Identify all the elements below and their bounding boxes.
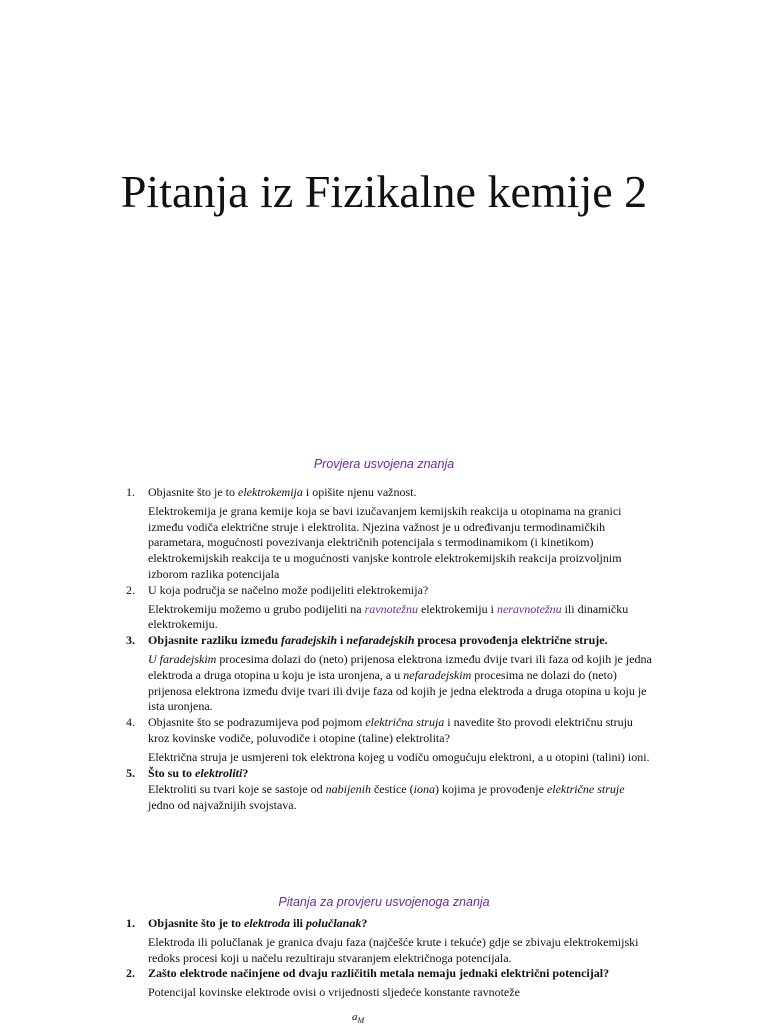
question-text: Zašto elektrode načinjene od dvaju različitih metala nemaju jednaki električni potencijal?: [148, 966, 610, 981]
question-item: [122, 766, 652, 814]
question-item: [122, 715, 652, 765]
answer-text: Električna struja je usmjereni tok elektrona kojeg u vodiču omogućuju elektroni, a u otopini (talini) ioni.: [148, 749, 650, 764]
question-number: 5.: [126, 765, 135, 780]
question-item: [122, 966, 652, 1001]
question-number: 1.: [126, 916, 135, 930]
question-item: [122, 916, 652, 966]
question-list-1: [122, 485, 652, 814]
question-text: U koja područja se načelno može podijeliti elektrokemija?: [148, 582, 429, 597]
answer-text: Elektrokemiju možemo u grubo podijeliti na ravnotežnu elektrokemiju i neravnotežnu ili dinamičku elektrokemiju.: [148, 601, 629, 632]
equilibrium-formula: $a_M$: [352, 1011, 365, 1025]
question-number: 3.: [126, 633, 135, 648]
question-number: 2.: [126, 966, 135, 981]
question-text: Objasnite što se podrazumijeva pod pojmom električna struja i navedite što provodi električnu struju kroz kovinske vodiče, poluvodiče i otopine (taline) elektrolita?: [148, 715, 633, 745]
section-heading-provjera: Provjera usvojena znanja: [313, 457, 455, 471]
answer-text: Elektroliti su tvari koje se sastoje od nabijenih čestice (iona) kojima je provođenje električne struje jedno od najvažnijih svojstava.: [148, 782, 625, 813]
document-title: Pitanja iz Fizikalne kemije 2: [120, 166, 648, 217]
answer-text: Potencijal kovinske elektrode ovisi o vrijednosti sljedeće konstante ravnoteže: [148, 985, 520, 1000]
term-link[interactable]: ravnotežnu: [364, 601, 418, 616]
question-item: [122, 583, 652, 633]
question-text: Što su to elektroliti?: [148, 765, 249, 780]
question-text: Objasnite razliku između faradejskih i nefaradejskih procesa provođenja električne struje.: [148, 633, 608, 648]
question-list-2: [122, 916, 652, 1001]
question-number: 2.: [126, 582, 135, 597]
term-link[interactable]: neravnotežnu: [496, 601, 562, 616]
answer-text: Elektroda ili polučlanak je granica dvaju faza (najčešće krute i tekuće) gdje se zbivaju elektrokemijski redoks procesi koji u načelu rezultiraju stvaranjem električnoga potencijala.: [148, 934, 639, 965]
question-number: 4.: [126, 715, 135, 730]
question-item: [122, 633, 652, 715]
question-number: 1.: [126, 485, 135, 499]
answer-text: Elektrokemija je grana kemije koja se bavi izučavanjem kemijskih reakcija u otopinama na granici između vodiča električne struje i elektrolita. Njezina važnost je u određivanju termodinamičkih parametara, mogućnosti povezivanja električnih potencijala s termodinamikom (i kinetikom) elektrokemijskih reakcija te u mogućnosti vanjske kontrole elektrokemijskih reakcija proizvoljnim izborom razlika potencijala: [148, 503, 622, 581]
question-item: [122, 485, 652, 583]
question-text: Objasnite što je to elektroda ili polučlanak?: [148, 916, 368, 930]
question-text: Objasnite što je to elektrokemija i opišite njenu važnost.: [148, 485, 417, 499]
answer-text: U faradejskim procesima dolazi do (neto) prijenosa elektrona između dvije tvari ili faza od kojih je jedna elektroda a druga otopina u koju je ista uronjena, a u nefaradejskim procesima ne dolazi do (neto) prijenosa elektrona između dvije tvari ili dvije faza od kojih je jedna elektroda a druga otopina u koju je ista uronjena.: [148, 651, 652, 714]
section-heading-pitanja: Pitanja za provjeru usvojenoga znanja: [278, 895, 490, 909]
